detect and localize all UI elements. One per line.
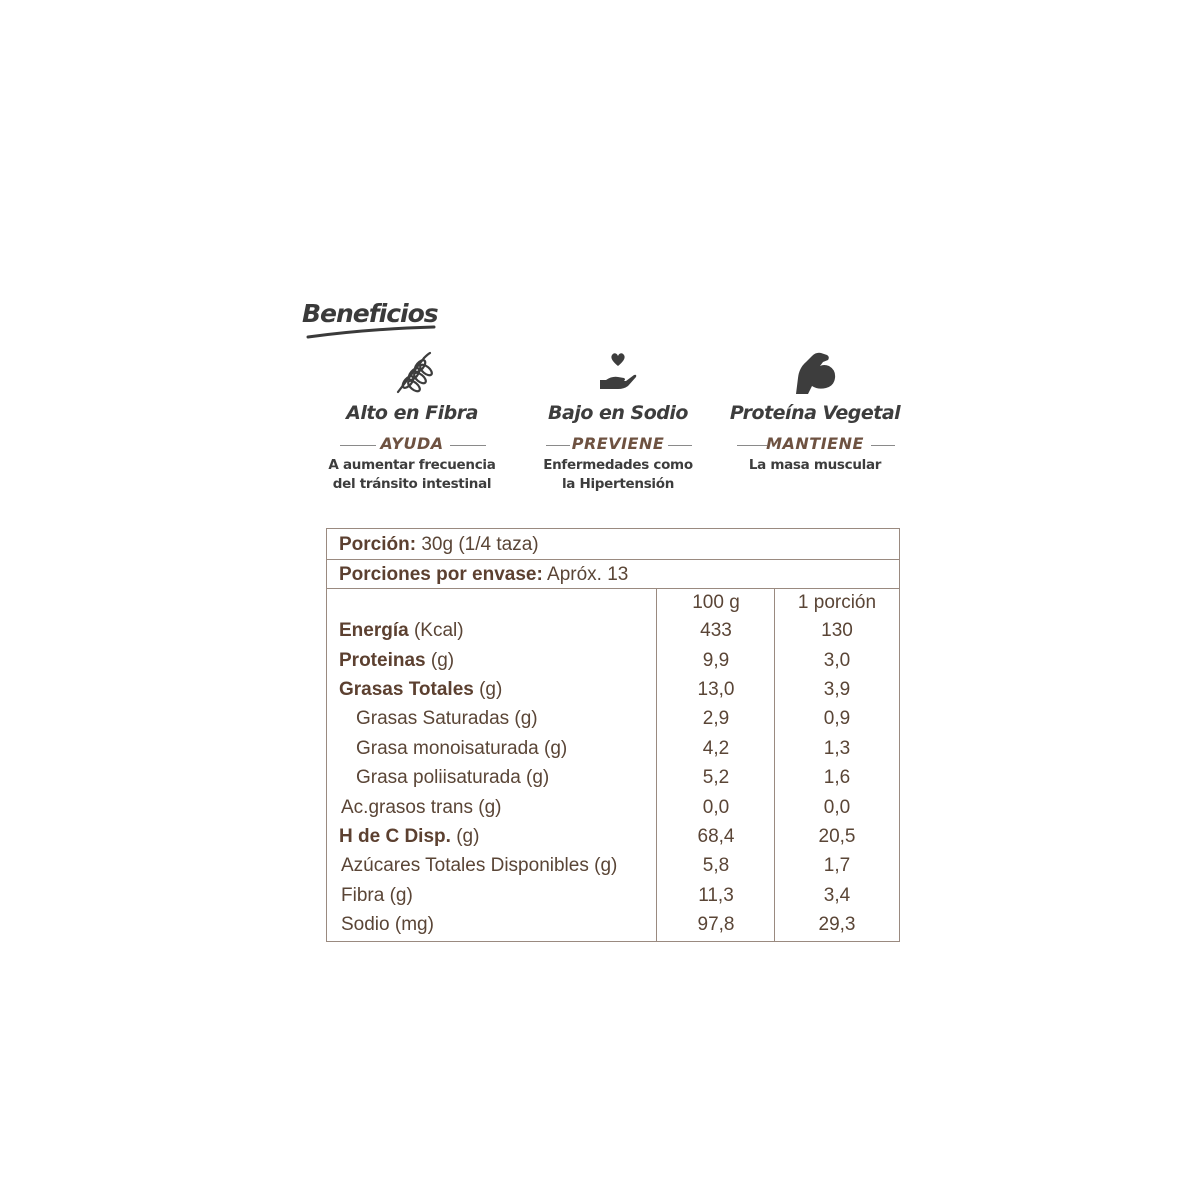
value-portion: 20,5	[818, 826, 856, 847]
value-100g: 97,8	[697, 914, 735, 935]
benefit-protein-description	[705, 456, 925, 475]
servings-value: Apróx. 13	[547, 564, 629, 585]
value-100g: 68,4	[697, 826, 735, 847]
value-portion: 1,6	[823, 767, 851, 788]
nutrient-label: Ac.grasos trans (g)	[341, 797, 502, 818]
servings-row	[339, 564, 628, 586]
divider-line	[668, 445, 692, 446]
nutrient-label: Azúcares Totales Disponibles (g)	[341, 855, 618, 876]
value-100g: 433	[700, 620, 732, 641]
value-portion: 0,9	[823, 708, 851, 729]
value-portion: 29,3	[818, 914, 856, 935]
description-line: del tránsito intestinal	[332, 476, 492, 492]
benefit-fiber-verb: AYUDA	[380, 434, 444, 453]
portion-label: Porción:	[339, 534, 417, 555]
wheat-icon	[390, 350, 434, 401]
value-100g: 5,2	[702, 767, 730, 788]
benefit-protein-name: Proteína Vegetal	[729, 402, 901, 424]
benefit-sodium-description	[508, 456, 728, 494]
nutrient-label: Grasas Totales (g)	[339, 679, 503, 700]
benefit-sodium-name: Bajo en Sodio	[548, 402, 688, 424]
value-portion: 0,0	[823, 797, 851, 818]
column-header-100g: 100 g	[692, 592, 740, 613]
portion-row	[339, 534, 539, 556]
value-portion: 1,3	[823, 738, 851, 759]
heart-hand-icon	[596, 350, 640, 401]
value-portion: 3,4	[823, 885, 851, 906]
value-portion: 1,7	[823, 855, 851, 876]
nutrient-label: Proteinas (g)	[339, 650, 455, 671]
benefit-sodium	[508, 350, 728, 500]
divider-line	[871, 445, 895, 446]
benefit-fiber-description	[302, 456, 522, 494]
description-line: la Hipertensión	[561, 476, 675, 492]
value-100g: 9,9	[702, 650, 730, 671]
flexed-arm-icon	[790, 350, 840, 405]
benefit-sodium-verb-row	[508, 434, 728, 454]
benefit-fiber-name: Alto en Fibra	[346, 402, 478, 424]
nutrient-label: Grasas Saturadas (g)	[356, 708, 538, 729]
nutrient-label: Grasa monoisaturada (g)	[356, 738, 568, 759]
table-divider	[327, 588, 899, 589]
value-portion: 3,9	[823, 679, 851, 700]
benefit-fiber-verb-row	[302, 434, 522, 454]
benefit-sodium-verb: PREVIENE	[571, 434, 665, 453]
nutrient-label: Fibra (g)	[341, 885, 413, 906]
benefits-title: Beneficios	[302, 299, 438, 328]
benefit-protein-verb: MANTIENE	[766, 434, 864, 453]
nutrient-label: Sodio (mg)	[341, 914, 434, 935]
description-line: A aumentar frecuencia	[328, 457, 496, 473]
value-portion: 130	[821, 620, 853, 641]
value-100g: 0,0	[702, 797, 730, 818]
value-100g: 2,9	[702, 708, 730, 729]
column-divider	[656, 588, 657, 941]
portion-value: 30g (1/4 taza)	[421, 534, 539, 555]
benefits-title-block	[296, 295, 446, 345]
nutrient-label: Grasa poliisaturada (g)	[356, 767, 550, 788]
nutrient-label: H de C Disp. (g)	[339, 826, 480, 847]
servings-label: Porciones por envase:	[339, 564, 543, 585]
column-header-portion: 1 porción	[797, 592, 877, 613]
description-line: Enfermedades como	[543, 457, 693, 473]
table-divider	[327, 559, 899, 560]
value-100g: 4,2	[702, 738, 730, 759]
nutrient-label: Energía (Kcal)	[339, 620, 464, 641]
benefit-protein-verb-row	[705, 434, 925, 454]
value-100g: 11,3	[698, 885, 734, 906]
value-100g: 13,0	[697, 679, 735, 700]
benefit-protein	[705, 350, 925, 500]
divider-line	[450, 445, 486, 446]
benefit-fiber	[302, 350, 522, 500]
value-100g: 5,8	[702, 855, 730, 876]
value-portion: 3,0	[823, 650, 851, 671]
description-line: La masa muscular	[748, 457, 882, 473]
nutrition-table	[326, 528, 900, 942]
